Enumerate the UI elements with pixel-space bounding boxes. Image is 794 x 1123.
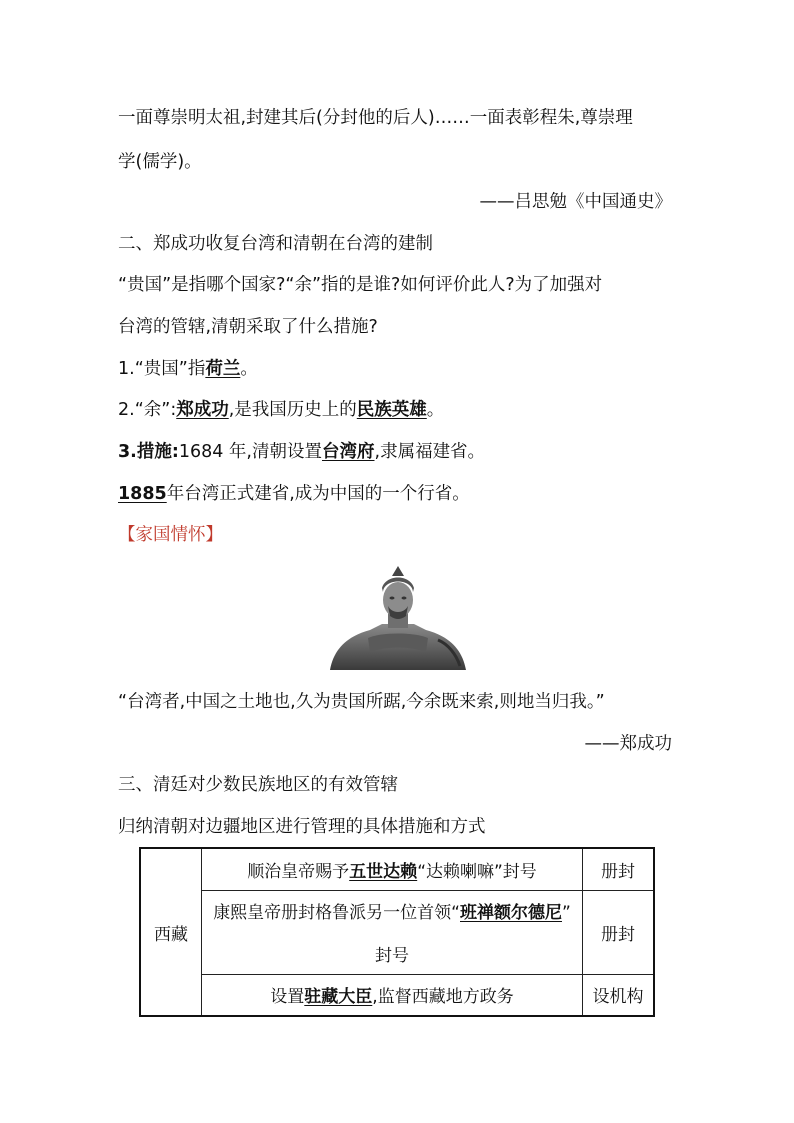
answer-2-blank-1: 郑成功 <box>176 400 229 420</box>
measure-cell <box>202 974 583 1016</box>
answer-3-suffix: ,隶属福建省。 <box>374 442 486 462</box>
question-line-2: 台湾的管辖,清朝采取了什么措施? <box>118 317 378 337</box>
answer-3 <box>118 440 485 464</box>
answer-2-mid: ,是我国历史上的 <box>228 400 357 420</box>
answer-1-blank: 荷兰 <box>205 359 241 379</box>
measure-blank: 五世达赖 <box>349 861 418 882</box>
measure-line-1 <box>206 898 578 923</box>
section-2-title: 二、郑成功收复台湾和清朝在台湾的建制 <box>118 234 433 254</box>
measure-cell <box>202 848 583 890</box>
measure-suffix: ,监督西藏地方政务 <box>372 987 514 1008</box>
answer-4-year: 1885 <box>118 484 167 504</box>
table-row <box>140 890 654 974</box>
answer-2-prefix: 2.“余”: <box>118 400 177 420</box>
answer-1-prefix: 1.“贵国”指 <box>118 359 206 379</box>
kind-cell: 册封 <box>583 890 655 974</box>
answer-2-suffix: 。 <box>426 400 445 420</box>
kind-cell: 册封 <box>583 848 655 890</box>
patriotism-quote: “台湾者,中国之土地也,久为贵国所踞,今余既来索,则地当归我。” <box>118 692 605 712</box>
patriotism-source: ——郑成功 <box>584 734 672 754</box>
measure-line-2: 封号 <box>375 946 409 966</box>
question-line-1: “贵国”是指哪个国家?“余”指的是谁?如何评价此人?为了加强对 <box>118 275 603 295</box>
measure-blank: 驻藏大臣 <box>304 987 373 1008</box>
measure-blank: 班禅额尔德尼 <box>460 903 562 923</box>
answer-3-blank: 台湾府 <box>322 442 375 462</box>
measure-prefix: 康熙皇帝册封格鲁派另一位首领“ <box>213 903 460 923</box>
patriotism-tag: 【家国情怀】 <box>118 525 223 545</box>
answer-2 <box>118 398 444 422</box>
answer-3-label: 3.措施: <box>118 442 179 462</box>
table-row <box>140 848 654 890</box>
region-cell: 西藏 <box>140 848 202 1016</box>
answer-1 <box>118 357 258 381</box>
quote-line-1: 一面尊崇明太祖,封建其后(分封他的后人)……一面表彰程朱,尊崇理 <box>118 108 633 128</box>
measure-prefix: 顺治皇帝赐予 <box>247 861 350 882</box>
measure-suffix: “达赖喇嘛”封号 <box>417 861 537 882</box>
answer-1-suffix: 。 <box>240 359 258 379</box>
measure-cell <box>202 890 583 974</box>
answer-3-text: 1684 年,清朝设置 <box>178 442 322 462</box>
measure-suffix: ” <box>562 903 571 923</box>
section-3-subtitle: 归纳清朝对边疆地区进行管理的具体措施和方式 <box>118 817 486 837</box>
quote-source: ——吕思勉《中国通史》 <box>479 192 672 212</box>
measure-prefix: 设置 <box>270 987 305 1008</box>
quote-line-2: 学(儒学)。 <box>118 152 202 172</box>
answer-4 <box>118 482 470 506</box>
answer-4-text: 年台湾正式建省,成为中国的一个行省。 <box>166 484 470 504</box>
kind-cell: 设机构 <box>583 974 655 1016</box>
answer-2-blank-2: 民族英雄 <box>356 400 427 420</box>
zheng-chenggong-statue-image <box>330 566 466 670</box>
table-row <box>140 974 654 1016</box>
section-3-title: 三、清廷对少数民族地区的有效管辖 <box>118 775 398 795</box>
tibet-measures-table <box>139 847 655 1017</box>
